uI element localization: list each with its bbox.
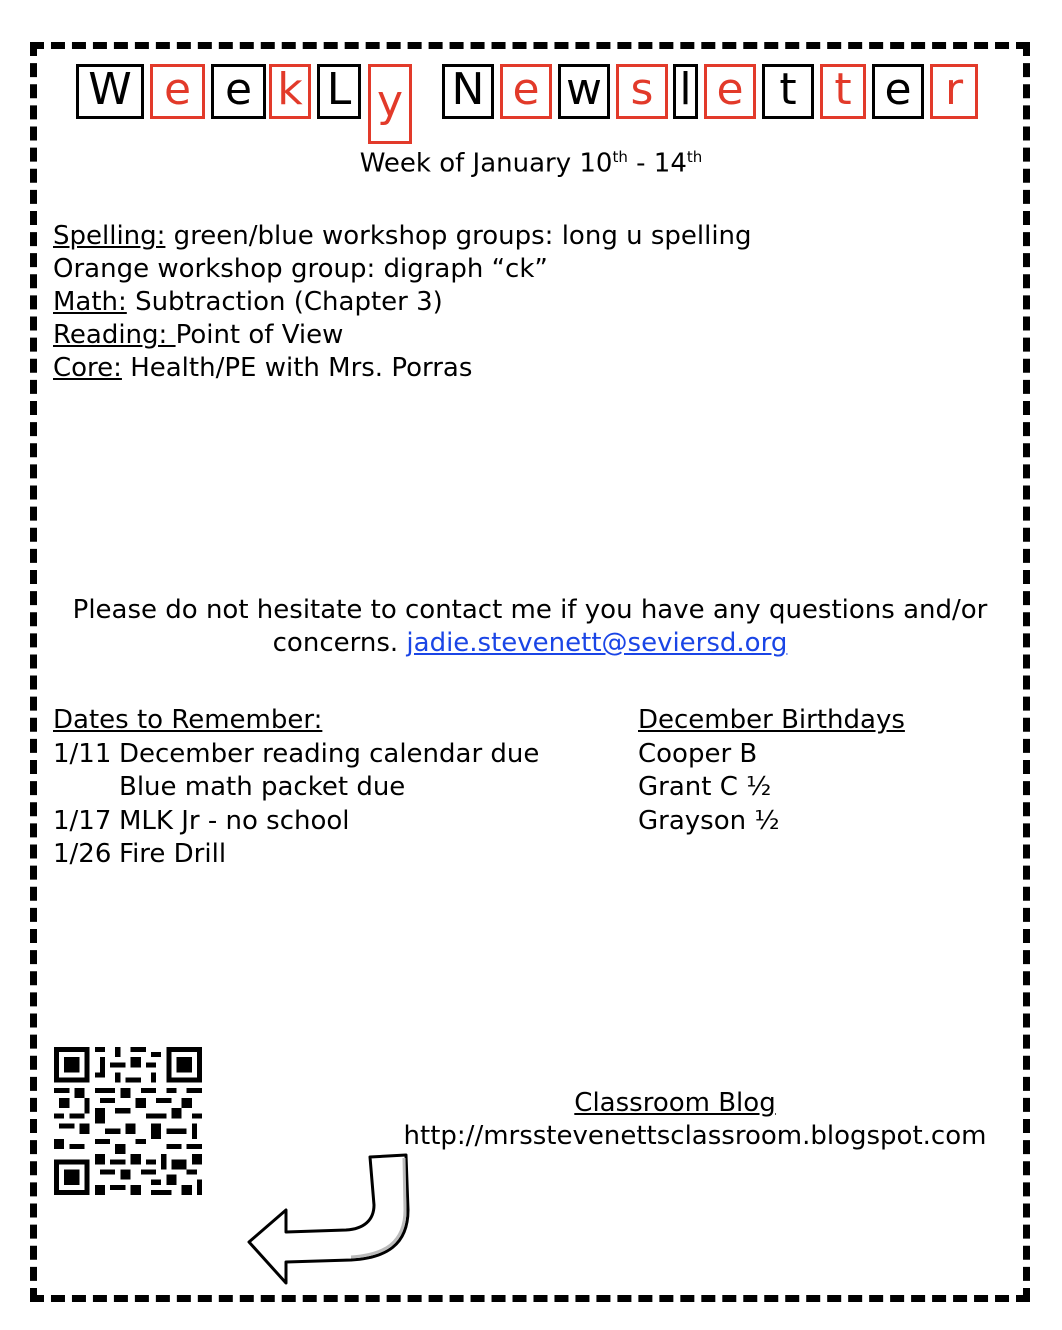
title-tile (76, 64, 144, 119)
date-value: 1/11 (53, 738, 112, 769)
title-letter: l (679, 63, 692, 115)
spelling-label: Spelling: (53, 221, 166, 251)
title-letter: e (884, 63, 912, 115)
orange-group-line: Orange workshop group: digraph “ck” (53, 254, 548, 284)
spelling-line (53, 220, 752, 253)
birthday-name: Grant C ½ (638, 772, 772, 802)
date-value (53, 771, 119, 805)
title-letter: e (716, 63, 744, 115)
title-tile (368, 64, 412, 144)
title-letter: e (512, 63, 540, 115)
title-letter: W (88, 63, 132, 115)
core-label: Core: (53, 353, 122, 383)
title-tile (269, 64, 311, 119)
date-row (53, 771, 539, 805)
title-letter: k (277, 63, 303, 115)
title-tile (616, 64, 668, 119)
date-event: Fire Drill (119, 839, 227, 869)
classroom-blog (403, 1087, 987, 1153)
email-link[interactable]: jadie.stevenett@seviersd.org (406, 628, 788, 658)
title-letter: w (566, 63, 602, 115)
title-tile (500, 64, 552, 119)
title-letter: L (326, 63, 352, 115)
date-row (53, 838, 539, 872)
title-tile (930, 64, 978, 119)
date-row (53, 805, 539, 839)
blog-url[interactable]: http://mrsstevenettsclassroom.blogspot.com (403, 1121, 987, 1151)
title-tile (820, 64, 866, 119)
title-tile (558, 64, 610, 119)
core-text: Health/PE with Mrs. Porras (121, 353, 473, 383)
math-text: Subtraction (Chapter 3) (126, 287, 443, 317)
title-tile (762, 64, 814, 119)
birthday-name: Grayson ½ (638, 805, 780, 836)
contact-message (60, 594, 1000, 660)
reading-label: Reading: (53, 320, 176, 350)
title-tile (704, 64, 756, 119)
date-value: 1/17 (53, 805, 112, 836)
week-prefix: Week of January 10 (359, 148, 613, 179)
week-sup: th (686, 148, 703, 166)
week-sup: th (612, 148, 628, 166)
birthdays-section (638, 704, 905, 838)
reading-line (53, 319, 752, 352)
title-tile (150, 64, 205, 119)
dates-heading: Dates to Remember: (53, 705, 323, 735)
title-letter: y (376, 76, 404, 127)
dates-to-remember (53, 704, 539, 872)
subjects-section (53, 220, 752, 385)
week-dates (0, 148, 1062, 179)
core-line (53, 352, 752, 385)
date-event: MLK Jr - no school (119, 805, 350, 836)
math-line (53, 286, 752, 319)
title-tile (673, 64, 698, 119)
title-tile (211, 64, 266, 119)
title-tile (442, 64, 494, 119)
curved-left-arrow-icon (246, 1150, 416, 1290)
week-end: - 14 (627, 148, 687, 179)
date-event: December reading calendar due (119, 738, 540, 769)
title-letter: e (224, 63, 253, 115)
date-row (53, 738, 539, 772)
title-letter: s (630, 63, 654, 115)
spelling-text: green/blue workshop groups: long u spelling (165, 221, 752, 251)
title-letter: t (834, 63, 852, 115)
title-letter: t (779, 63, 797, 115)
newsletter-title (76, 52, 986, 142)
blog-heading: Classroom Blog (574, 1088, 776, 1118)
title-tile (317, 64, 361, 119)
qr-code-icon (54, 1047, 202, 1195)
title-letter: r (944, 63, 964, 115)
contact-text: Please do not hesitate to contact me if you have any questions and/or concerns. (72, 595, 988, 658)
birthdays-heading: December Birthdays (638, 705, 905, 735)
date-event: Blue math packet due (119, 772, 406, 802)
title-tile (872, 64, 924, 119)
reading-text: Point of View (175, 320, 344, 350)
title-letter: N (451, 63, 485, 115)
math-label: Math: (53, 287, 127, 317)
birthday-name: Cooper B (638, 738, 758, 769)
date-value: 1/26 (53, 839, 112, 869)
title-letter: e (163, 63, 192, 115)
